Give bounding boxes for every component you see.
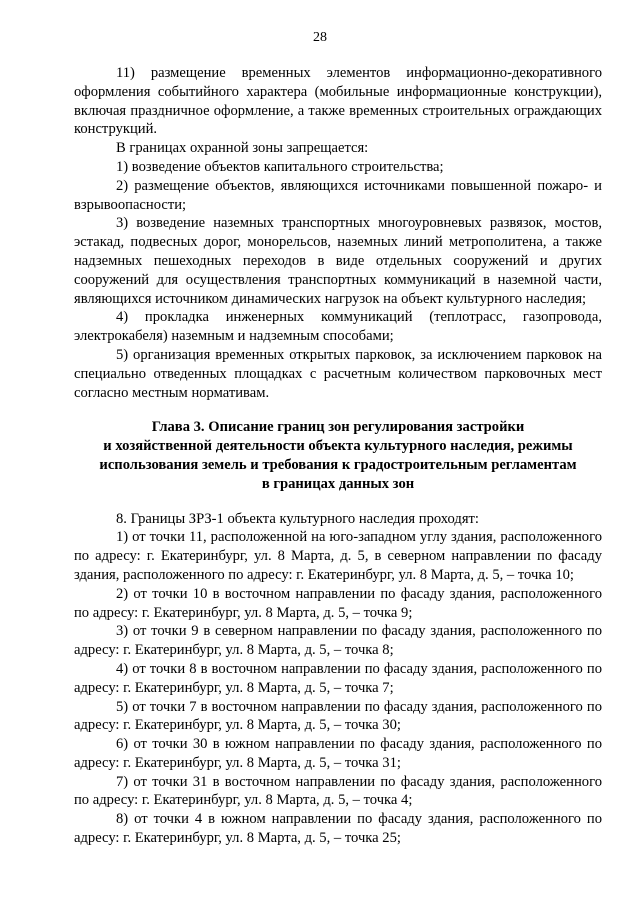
paragraph-item-11: 11) размещение временных элементов информационно-декоративного оформления событийного характера (мобильные информационные конструкции), включая праздничное оформление, а также временных строительных ограждающих конструкций. <box>74 65 602 138</box>
paragraph-boundary-7: 7) от точки 31 в восточном направлении по фасаду здания, расположенного по адресу: г. Екатеринбург, ул. 8 Марта, д. 5, – точка 4; <box>74 773 602 809</box>
chapter-heading-line: использования земель и требования к градостроительным регламентам <box>99 456 577 473</box>
spacer <box>74 494 602 510</box>
paragraph-boundary-6: 6) от точки 30 в южном направлении по фасаду здания, расположенного по адресу: г. Екатеринбург, ул. 8 Марта, д. 5, – точка 31; <box>74 736 602 771</box>
chapter-heading-line: Глава 3. Описание границ зон регулирования застройки <box>151 419 525 436</box>
paragraph-protection-zone-intro: В границах охранной зоны запрещается: <box>116 140 369 157</box>
chapter-heading-line: и хозяйственной деятельности объекта культурного наследия, режимы <box>103 438 573 455</box>
paragraph-boundary-3: 3) от точки 9 в северном направлении по фасаду здания, расположенного по адресу: г. Екатеринбург, ул. 8 Марта, д. 5, – точка 8; <box>74 623 602 659</box>
paragraph-prohibition-4: 4) прокладка инженерных коммуникаций (теплотрасс, газопровода, электрокабеля) наземным и надземным способами; <box>74 309 602 345</box>
paragraph-prohibition-1: 1) возведение объектов капитального строительства; <box>116 158 444 175</box>
paragraph-prohibition-5: 5) организация временных открытых парковок, за исключением парковок на специально отведенных площадках с расчетным количеством парковочных мест согласно местным нормативам. <box>74 346 602 401</box>
paragraph-boundary-2: 2) от точки 10 в восточном направлении по фасаду здания, расположенного по адресу: г. Екатеринбург, ул. 8 Марта, д. 5, – точка 9; <box>74 585 602 621</box>
paragraph-prohibition-2: 2) размещение объектов, являющихся источниками повышенной пожаро- и взрывоопасности; <box>74 177 602 213</box>
page-number: 28 <box>313 30 327 45</box>
paragraph-zrz1-intro: 8. Границы ЗРЗ-1 объекта культурного наследия проходят: <box>116 510 479 527</box>
chapter-heading-line: в границах данных зон <box>261 475 415 492</box>
paragraph-boundary-5: 5) от точки 7 в восточном направлении по фасаду здания, расположенного по адресу: г. Екатеринбург, ул. 8 Марта, д. 5, – точка 30; <box>74 698 602 734</box>
paragraph-boundary-4: 4) от точки 8 в восточном направлении по фасаду здания, расположенного по адресу: г. Екатеринбург, ул. 8 Марта, д. 5, – точка 7; <box>74 660 602 696</box>
page-content <box>74 64 602 848</box>
paragraph-boundary-8: 8) от точки 4 в южном направлении по фасаду здания, расположенного по адресу: г. Екатеринбург, ул. 8 Марта, д. 5, – точка 25; <box>74 811 602 847</box>
chapter-heading <box>74 418 602 493</box>
paragraph-prohibition-3: 3) возведение наземных транспортных многоуровневых развязок, мостов, эстакад, подвесных дорог, монорельсов, наземных линий метрополитена, а также надземных пешеходных переходов в виде отдельных сооружений и других сооружений для осуществления транспортных коммуникаций в наземной части, являющихся источником динамических нагрузок на объект культурного наследия; <box>74 215 602 307</box>
paragraph-boundary-1: 1) от точки 11, расположенной на юго-западном углу здания, расположенного по адресу: г. Екатеринбург, ул. 8 Марта, д. 5, в северном направлении по фасаду здания, расположенного по адресу: г. Екатеринбург, ул. 8 Марта, д. 5, – точка 10; <box>74 529 602 583</box>
